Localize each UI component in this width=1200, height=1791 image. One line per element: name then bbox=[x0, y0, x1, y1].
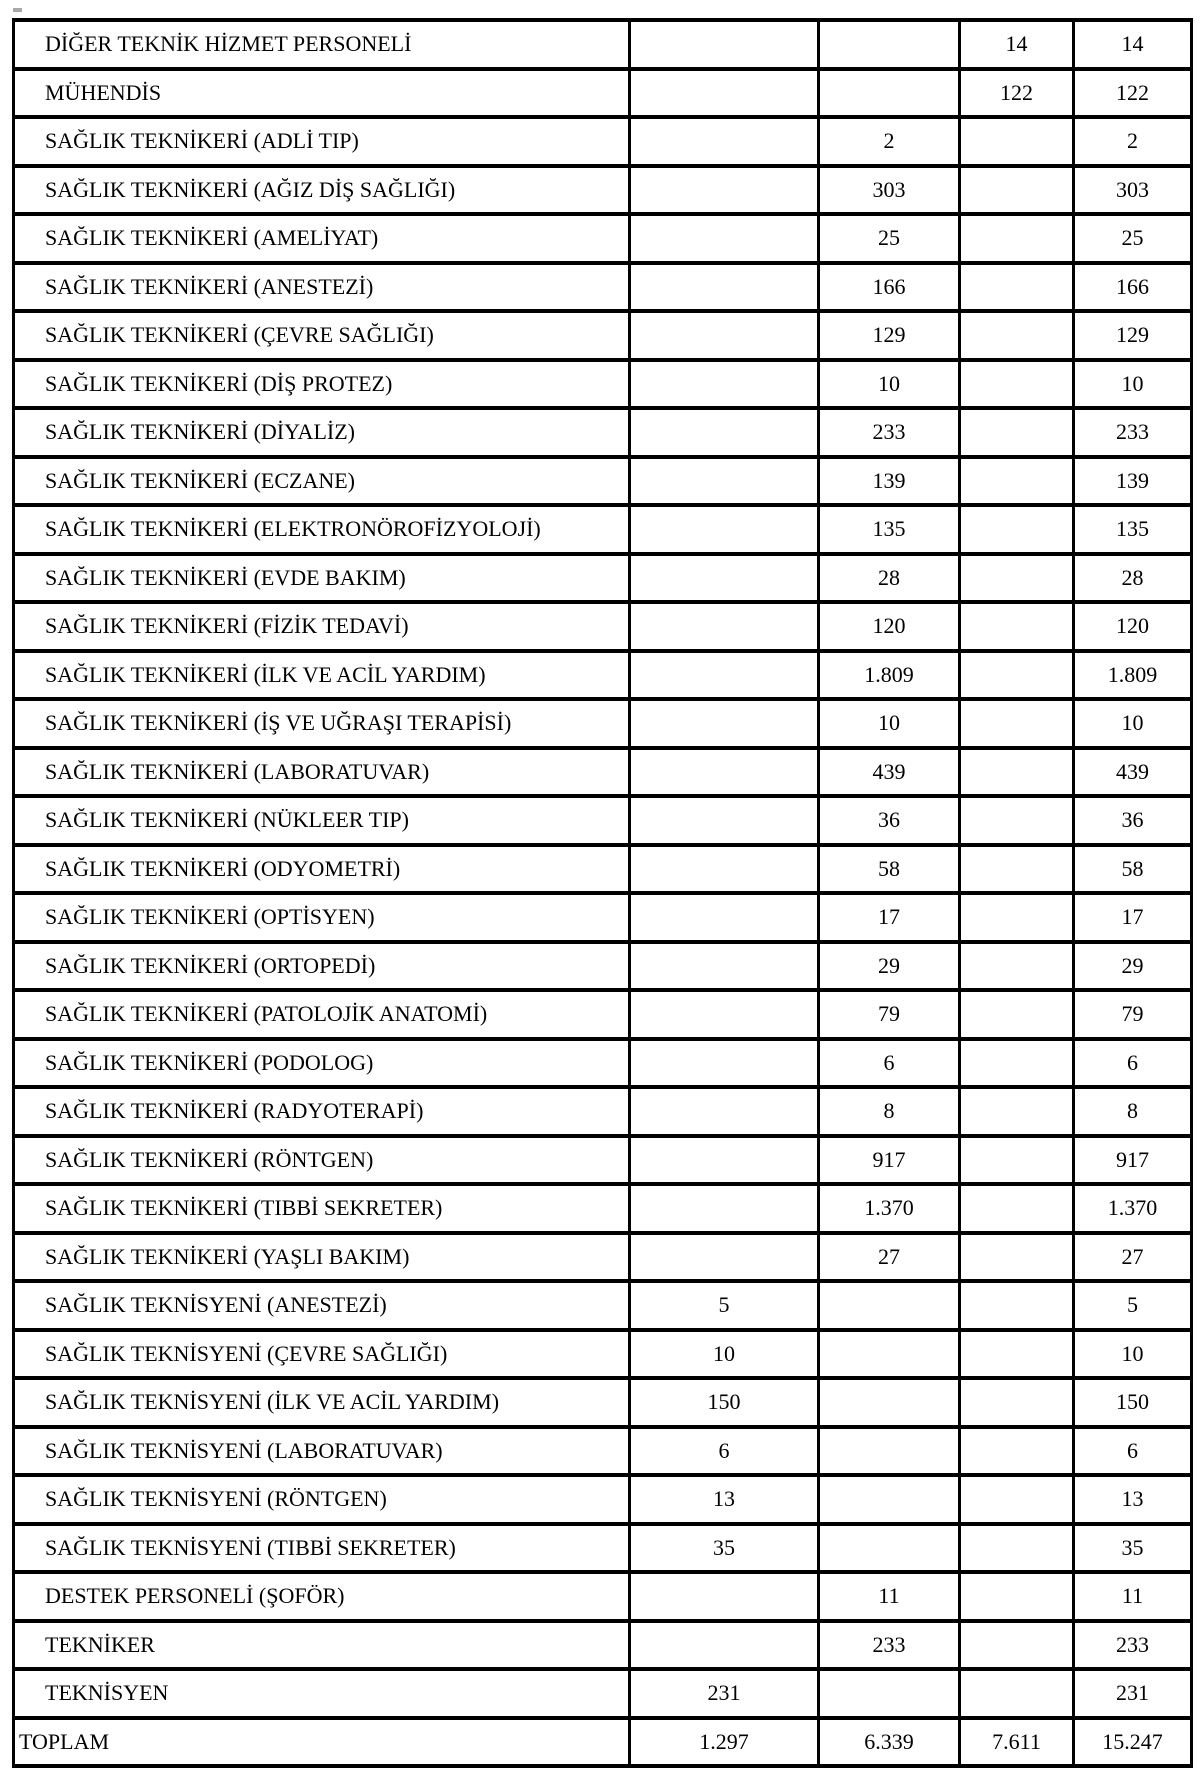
cell-col2: 27 bbox=[819, 1233, 960, 1282]
cell-col3 bbox=[960, 1039, 1074, 1088]
cell-col3: 14 bbox=[960, 20, 1074, 69]
row-label: SAĞLIK TEKNİKERİ (LABORATUVAR) bbox=[14, 748, 630, 797]
table-row bbox=[14, 457, 1192, 506]
row-label: SAĞLIK TEKNİKERİ (FİZİK TEDAVİ) bbox=[14, 602, 630, 651]
row-label: DİĞER TEKNİK HİZMET PERSONELİ bbox=[14, 20, 630, 69]
cell-col1 bbox=[630, 311, 819, 360]
table-row bbox=[14, 408, 1192, 457]
cell-col3 bbox=[960, 651, 1074, 700]
table-row bbox=[14, 166, 1192, 215]
cell-col3: 122 bbox=[960, 69, 1074, 118]
cell-col2: 58 bbox=[819, 845, 960, 894]
row-label: SAĞLIK TEKNİKERİ (OPTİSYEN) bbox=[14, 893, 630, 942]
table-row bbox=[14, 1281, 1192, 1330]
row-label: SAĞLIK TEKNİKERİ (ECZANE) bbox=[14, 457, 630, 506]
cell-col2: 6 bbox=[819, 1039, 960, 1088]
cell-col4: 6 bbox=[1074, 1039, 1192, 1088]
cell-col1 bbox=[630, 1184, 819, 1233]
row-label: SAĞLIK TEKNİSYENİ (TIBBİ SEKRETER) bbox=[14, 1524, 630, 1573]
cell-col4: 129 bbox=[1074, 311, 1192, 360]
table-row bbox=[14, 20, 1192, 69]
cell-col3 bbox=[960, 1087, 1074, 1136]
cell-col1 bbox=[630, 554, 819, 603]
cell-col1 bbox=[630, 651, 819, 700]
cell-col2: 28 bbox=[819, 554, 960, 603]
table-row bbox=[14, 1572, 1192, 1621]
cell-col3 bbox=[960, 1475, 1074, 1524]
cell-col4: 231 bbox=[1074, 1669, 1192, 1718]
cell-col2 bbox=[819, 1524, 960, 1573]
cell-col1 bbox=[630, 117, 819, 166]
row-label: SAĞLIK TEKNİKERİ (DİŞ PROTEZ) bbox=[14, 360, 630, 409]
cell-col3 bbox=[960, 1330, 1074, 1379]
cell-col3 bbox=[960, 263, 1074, 312]
cell-col1 bbox=[630, 893, 819, 942]
cell-col2: 10 bbox=[819, 360, 960, 409]
cell-col4: 27 bbox=[1074, 1233, 1192, 1282]
row-label: SAĞLIK TEKNİKERİ (ODYOMETRİ) bbox=[14, 845, 630, 894]
cell-col2 bbox=[819, 1378, 960, 1427]
row-label: DESTEK PERSONELİ (ŞOFÖR) bbox=[14, 1572, 630, 1621]
cell-col4: 29 bbox=[1074, 942, 1192, 991]
cell-col3 bbox=[960, 1572, 1074, 1621]
cell-col4: 10 bbox=[1074, 1330, 1192, 1379]
cell-col3 bbox=[960, 602, 1074, 651]
cell-col2: 917 bbox=[819, 1136, 960, 1185]
cell-col1: 13 bbox=[630, 1475, 819, 1524]
total-row bbox=[14, 1718, 1192, 1767]
cell-col4: 5 bbox=[1074, 1281, 1192, 1330]
cell-col2: 233 bbox=[819, 408, 960, 457]
cell-col1 bbox=[630, 1233, 819, 1282]
row-label: SAĞLIK TEKNİKERİ (AĞIZ DİŞ SAĞLIĞI) bbox=[14, 166, 630, 215]
cell-col1 bbox=[630, 845, 819, 894]
cell-col1 bbox=[630, 602, 819, 651]
cell-col2: 1.809 bbox=[819, 651, 960, 700]
cell-col4: 439 bbox=[1074, 748, 1192, 797]
table-row bbox=[14, 1427, 1192, 1476]
cell-col2: 36 bbox=[819, 796, 960, 845]
cell-col3 bbox=[960, 748, 1074, 797]
table-row bbox=[14, 699, 1192, 748]
cell-col4: 15.247 bbox=[1074, 1718, 1192, 1767]
cell-col3 bbox=[960, 1669, 1074, 1718]
cell-col3 bbox=[960, 1233, 1074, 1282]
cell-col2: 10 bbox=[819, 699, 960, 748]
row-label: TEKNİSYEN bbox=[14, 1669, 630, 1718]
row-label: SAĞLIK TEKNİKERİ (EVDE BAKIM) bbox=[14, 554, 630, 603]
table-row bbox=[14, 1524, 1192, 1573]
table-row bbox=[14, 505, 1192, 554]
cell-col1 bbox=[630, 1087, 819, 1136]
cell-col2 bbox=[819, 1330, 960, 1379]
cell-col1 bbox=[630, 699, 819, 748]
table-row bbox=[14, 69, 1192, 118]
cell-col1: 5 bbox=[630, 1281, 819, 1330]
cell-col1 bbox=[630, 166, 819, 215]
cell-col2 bbox=[819, 69, 960, 118]
cell-col2: 439 bbox=[819, 748, 960, 797]
cell-col4: 14 bbox=[1074, 20, 1192, 69]
cell-col3: 7.611 bbox=[960, 1718, 1074, 1767]
cell-col3 bbox=[960, 845, 1074, 894]
table-row bbox=[14, 990, 1192, 1039]
cell-col1: 35 bbox=[630, 1524, 819, 1573]
table-body bbox=[14, 20, 1192, 1766]
row-label: SAĞLIK TEKNİKERİ (ADLİ TIP) bbox=[14, 117, 630, 166]
table-row bbox=[14, 1621, 1192, 1670]
row-label: SAĞLIK TEKNİKERİ (ÇEVRE SAĞLIĞI) bbox=[14, 311, 630, 360]
row-label: SAĞLIK TEKNİKERİ (DİYALİZ) bbox=[14, 408, 630, 457]
cell-col2: 120 bbox=[819, 602, 960, 651]
cell-col1 bbox=[630, 1621, 819, 1670]
table-row bbox=[14, 1330, 1192, 1379]
cell-col1 bbox=[630, 408, 819, 457]
cell-col4: 17 bbox=[1074, 893, 1192, 942]
cell-col3 bbox=[960, 893, 1074, 942]
cell-col4: 10 bbox=[1074, 699, 1192, 748]
personnel-table bbox=[12, 18, 1193, 1768]
cell-col1 bbox=[630, 748, 819, 797]
cell-col1 bbox=[630, 69, 819, 118]
cell-col2 bbox=[819, 1669, 960, 1718]
row-label: SAĞLIK TEKNİSYENİ (LABORATUVAR) bbox=[14, 1427, 630, 1476]
table-row bbox=[14, 554, 1192, 603]
row-label: SAĞLIK TEKNİSYENİ (İLK VE ACİL YARDIM) bbox=[14, 1378, 630, 1427]
row-label: TEKNİKER bbox=[14, 1621, 630, 1670]
cell-col3 bbox=[960, 214, 1074, 263]
cell-col4: 6 bbox=[1074, 1427, 1192, 1476]
table-row bbox=[14, 117, 1192, 166]
table-row bbox=[14, 311, 1192, 360]
scan-artifact bbox=[13, 8, 22, 12]
cell-col1 bbox=[630, 20, 819, 69]
cell-col3 bbox=[960, 554, 1074, 603]
row-label: SAĞLIK TEKNİKERİ (ELEKTRONÖROFİZYOLOJİ) bbox=[14, 505, 630, 554]
cell-col3 bbox=[960, 117, 1074, 166]
cell-col3 bbox=[960, 1524, 1074, 1573]
cell-col1 bbox=[630, 1039, 819, 1088]
cell-col3 bbox=[960, 457, 1074, 506]
cell-col4: 233 bbox=[1074, 408, 1192, 457]
row-label: SAĞLIK TEKNİSYENİ (ÇEVRE SAĞLIĞI) bbox=[14, 1330, 630, 1379]
cell-col2: 25 bbox=[819, 214, 960, 263]
row-label: TOPLAM bbox=[14, 1718, 630, 1767]
cell-col2 bbox=[819, 1475, 960, 1524]
cell-col1: 10 bbox=[630, 1330, 819, 1379]
cell-col1 bbox=[630, 263, 819, 312]
row-label: SAĞLIK TEKNİKERİ (YAŞLI BAKIM) bbox=[14, 1233, 630, 1282]
table-row bbox=[14, 1233, 1192, 1282]
cell-col1: 150 bbox=[630, 1378, 819, 1427]
cell-col4: 36 bbox=[1074, 796, 1192, 845]
cell-col4: 166 bbox=[1074, 263, 1192, 312]
cell-col4: 28 bbox=[1074, 554, 1192, 603]
table-row bbox=[14, 748, 1192, 797]
cell-col3 bbox=[960, 1621, 1074, 1670]
cell-col3 bbox=[960, 408, 1074, 457]
cell-col2: 17 bbox=[819, 893, 960, 942]
cell-col3 bbox=[960, 1136, 1074, 1185]
table-row bbox=[14, 651, 1192, 700]
cell-col3 bbox=[960, 990, 1074, 1039]
cell-col4: 303 bbox=[1074, 166, 1192, 215]
cell-col2 bbox=[819, 20, 960, 69]
table-row bbox=[14, 1087, 1192, 1136]
table-row bbox=[14, 1378, 1192, 1427]
table-row bbox=[14, 1669, 1192, 1718]
cell-col2: 135 bbox=[819, 505, 960, 554]
cell-col4: 25 bbox=[1074, 214, 1192, 263]
row-label: SAĞLIK TEKNİKERİ (TIBBİ SEKRETER) bbox=[14, 1184, 630, 1233]
cell-col3 bbox=[960, 166, 1074, 215]
cell-col4: 11 bbox=[1074, 1572, 1192, 1621]
cell-col2: 233 bbox=[819, 1621, 960, 1670]
table-row bbox=[14, 893, 1192, 942]
cell-col2: 8 bbox=[819, 1087, 960, 1136]
cell-col2: 79 bbox=[819, 990, 960, 1039]
cell-col2: 11 bbox=[819, 1572, 960, 1621]
cell-col2: 166 bbox=[819, 263, 960, 312]
cell-col4: 139 bbox=[1074, 457, 1192, 506]
table-row bbox=[14, 796, 1192, 845]
table-row bbox=[14, 1136, 1192, 1185]
cell-col2: 139 bbox=[819, 457, 960, 506]
table-row bbox=[14, 942, 1192, 991]
cell-col4: 2 bbox=[1074, 117, 1192, 166]
table-row bbox=[14, 360, 1192, 409]
cell-col2 bbox=[819, 1427, 960, 1476]
table-row bbox=[14, 214, 1192, 263]
row-label: SAĞLIK TEKNİKERİ (İŞ VE UĞRAŞI TERAPİSİ) bbox=[14, 699, 630, 748]
cell-col4: 120 bbox=[1074, 602, 1192, 651]
cell-col1 bbox=[630, 360, 819, 409]
row-label: MÜHENDİS bbox=[14, 69, 630, 118]
cell-col3 bbox=[960, 311, 1074, 360]
row-label: SAĞLIK TEKNİKERİ (AMELİYAT) bbox=[14, 214, 630, 263]
cell-col4: 1.370 bbox=[1074, 1184, 1192, 1233]
cell-col4: 8 bbox=[1074, 1087, 1192, 1136]
cell-col1 bbox=[630, 1136, 819, 1185]
cell-col1 bbox=[630, 1572, 819, 1621]
row-label: SAĞLIK TEKNİKERİ (İLK VE ACİL YARDIM) bbox=[14, 651, 630, 700]
cell-col2: 1.370 bbox=[819, 1184, 960, 1233]
cell-col2: 6.339 bbox=[819, 1718, 960, 1767]
table-row bbox=[14, 602, 1192, 651]
cell-col1 bbox=[630, 214, 819, 263]
cell-col3 bbox=[960, 699, 1074, 748]
cell-col1 bbox=[630, 457, 819, 506]
row-label: SAĞLIK TEKNİKERİ (NÜKLEER TIP) bbox=[14, 796, 630, 845]
cell-col3 bbox=[960, 1378, 1074, 1427]
row-label: SAĞLIK TEKNİKERİ (PODOLOG) bbox=[14, 1039, 630, 1088]
cell-col4: 79 bbox=[1074, 990, 1192, 1039]
cell-col2: 29 bbox=[819, 942, 960, 991]
cell-col1: 6 bbox=[630, 1427, 819, 1476]
cell-col4: 122 bbox=[1074, 69, 1192, 118]
cell-col3 bbox=[960, 360, 1074, 409]
row-label: SAĞLIK TEKNİSYENİ (RÖNTGEN) bbox=[14, 1475, 630, 1524]
row-label: SAĞLIK TEKNİSYENİ (ANESTEZİ) bbox=[14, 1281, 630, 1330]
cell-col4: 10 bbox=[1074, 360, 1192, 409]
cell-col2: 2 bbox=[819, 117, 960, 166]
cell-col4: 917 bbox=[1074, 1136, 1192, 1185]
row-label: SAĞLIK TEKNİKERİ (RADYOTERAPİ) bbox=[14, 1087, 630, 1136]
cell-col4: 150 bbox=[1074, 1378, 1192, 1427]
cell-col3 bbox=[960, 1281, 1074, 1330]
cell-col1: 231 bbox=[630, 1669, 819, 1718]
cell-col1: 1.297 bbox=[630, 1718, 819, 1767]
table-row bbox=[14, 1475, 1192, 1524]
cell-col4: 1.809 bbox=[1074, 651, 1192, 700]
cell-col3 bbox=[960, 1427, 1074, 1476]
cell-col4: 58 bbox=[1074, 845, 1192, 894]
table-row bbox=[14, 1184, 1192, 1233]
cell-col1 bbox=[630, 942, 819, 991]
table-row bbox=[14, 1039, 1192, 1088]
cell-col4: 135 bbox=[1074, 505, 1192, 554]
table-row bbox=[14, 263, 1192, 312]
cell-col4: 233 bbox=[1074, 1621, 1192, 1670]
cell-col4: 13 bbox=[1074, 1475, 1192, 1524]
row-label: SAĞLIK TEKNİKERİ (ANESTEZİ) bbox=[14, 263, 630, 312]
cell-col4: 35 bbox=[1074, 1524, 1192, 1573]
row-label: SAĞLIK TEKNİKERİ (PATOLOJİK ANATOMİ) bbox=[14, 990, 630, 1039]
cell-col1 bbox=[630, 990, 819, 1039]
cell-col3 bbox=[960, 796, 1074, 845]
row-label: SAĞLIK TEKNİKERİ (ORTOPEDİ) bbox=[14, 942, 630, 991]
cell-col3 bbox=[960, 505, 1074, 554]
cell-col3 bbox=[960, 942, 1074, 991]
row-label: SAĞLIK TEKNİKERİ (RÖNTGEN) bbox=[14, 1136, 630, 1185]
table-row bbox=[14, 845, 1192, 894]
cell-col1 bbox=[630, 796, 819, 845]
cell-col2 bbox=[819, 1281, 960, 1330]
cell-col1 bbox=[630, 505, 819, 554]
cell-col3 bbox=[960, 1184, 1074, 1233]
cell-col2: 129 bbox=[819, 311, 960, 360]
cell-col2: 303 bbox=[819, 166, 960, 215]
